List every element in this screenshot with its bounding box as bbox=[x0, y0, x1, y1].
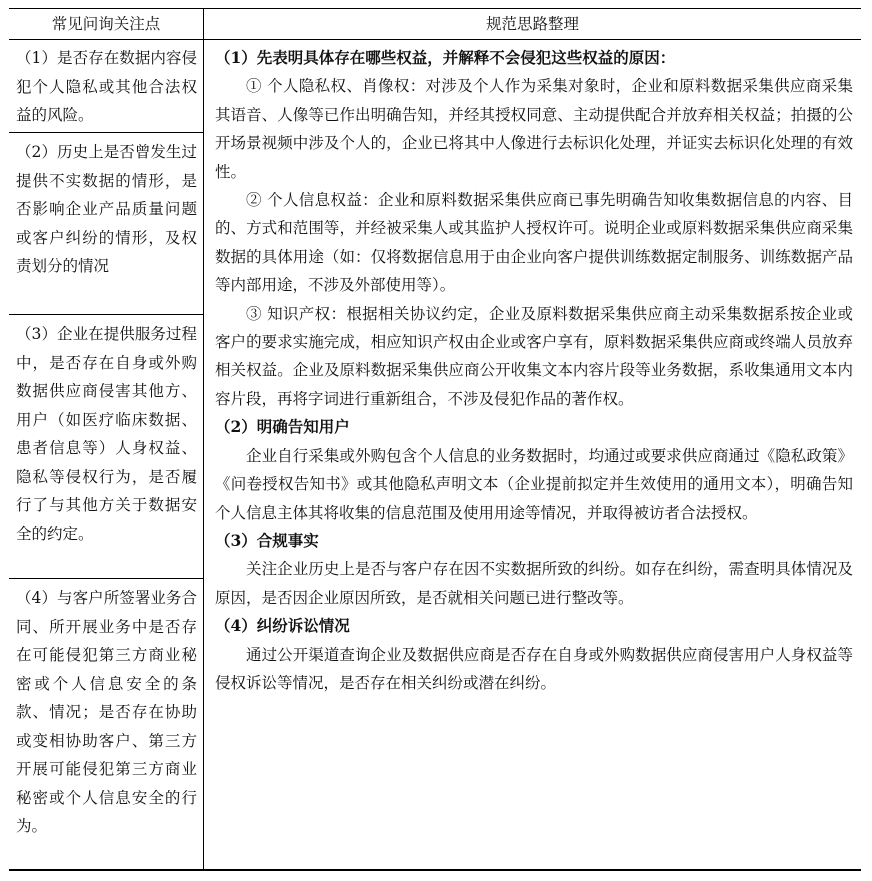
concern-item-2: （2）历史上是否曾发生过提供不实数据的情形，是否影响企业产品质量问题或客户纠纷的情形，及权责划分的情况 bbox=[9, 133, 203, 315]
header-approach: 规范思路整理 bbox=[485, 15, 579, 33]
section-2-body: 企业自行采集或外购包含个人信息的业务数据时，均通过或要求供应商通过《隐私政策》《问卷授权告知书》或其他隐私声明文本（企业提前拟定并生效使用的通用文本），明确告知个人信息主体其将收集的信息范围及使用用途等情况，并取得被访者合法授权。 bbox=[215, 446, 853, 522]
header-concerns: 常见问询关注点 bbox=[51, 15, 161, 33]
section-3-body: 关注企业历史上是否与客户存在因不实数据所致的纠纷。如存在纠纷，需查明具体情况及原因，是否因企业原因所致，是否就相关问题已进行整改等。 bbox=[215, 560, 853, 607]
section-4-body: 通过公开渠道查询企业及数据供应商是否存在自身或外购数据供应商侵害用户人身权益等侵权诉讼等情况，是否存在相关纠纷或潜在纠纷。 bbox=[215, 645, 853, 692]
section-1-heading: （1）先表明具体存在哪些权益，并解释不会侵犯这些权益的原因： bbox=[215, 48, 676, 67]
approach-column bbox=[204, 39, 861, 697]
concern-item-3: （3）企业在提供服务过程中，是否存在自身或外购数据供应商侵害其他方、用户（如医疗临床数据、患者信息等）人身权益、隐私等侵权行为，是否履行了与其他方关于数据安全的约定。 bbox=[9, 315, 203, 579]
section-1-privacy: ① 个人隐私权、肖像权：对涉及个人作为采集对象时，企业和原料数据采集供应商采集其语音、人像等已作出明确告知，并经其授权同意、主动提供配合并放弃相关权益；拍摄的公开场景视频中涉及个人的，企业已将其中人像进行去标识化处理，并证实去标识化处理的有效性。 bbox=[215, 77, 853, 181]
table-bottom-rule bbox=[9, 869, 861, 871]
section-1-ip: ③ 知识产权：根据相关协议约定，企业及原料数据采集供应商主动采集数据系按企业或客户的要求实施完成，相应知识产权由企业或客户享有，原料数据采集供应商或终端人员放弃相关权益。企业及原料数据采集供应商公开收集文本内容片段等业务数据，系收集通用文本内容片段，再将字词进行重新组合，不涉及侵犯作品的著作权。 bbox=[215, 304, 853, 408]
concern-item-4: （4）与客户所签署业务合同、所开展业务中是否存在可能侵犯第三方商业秘密或个人信息安全的条款、情况；是否存在协助或变相协助客户、第三方开展可能侵犯第三方商业秘密或个人信息安全的行为。 bbox=[16, 589, 197, 835]
consultation-table bbox=[9, 8, 861, 870]
section-2-heading: （2）明确告知用户 bbox=[215, 417, 350, 437]
section-1-personal-info: ② 个人信息权益：企业和原料数据采集供应商已事先明确告知收集数据信息的内容、目的、方式和范围等，并经被采集人或其监护人授权许可。说明企业或原料数据采集供应商采集数据的具体用途（如：仅将数据信息用于由企业向客户提供训练数据定制服务、训练数据产品等内部用途，不涉及外部使用等）。 bbox=[215, 191, 853, 295]
table-header bbox=[9, 8, 861, 40]
section-3-heading: （3）合规事实 bbox=[215, 530, 319, 550]
concern-item-1: （1）是否存在数据内容侵犯个人隐私或其他合法权益的风险。 bbox=[9, 39, 203, 133]
section-4-heading: （4）纠纷诉讼情况 bbox=[215, 616, 350, 636]
